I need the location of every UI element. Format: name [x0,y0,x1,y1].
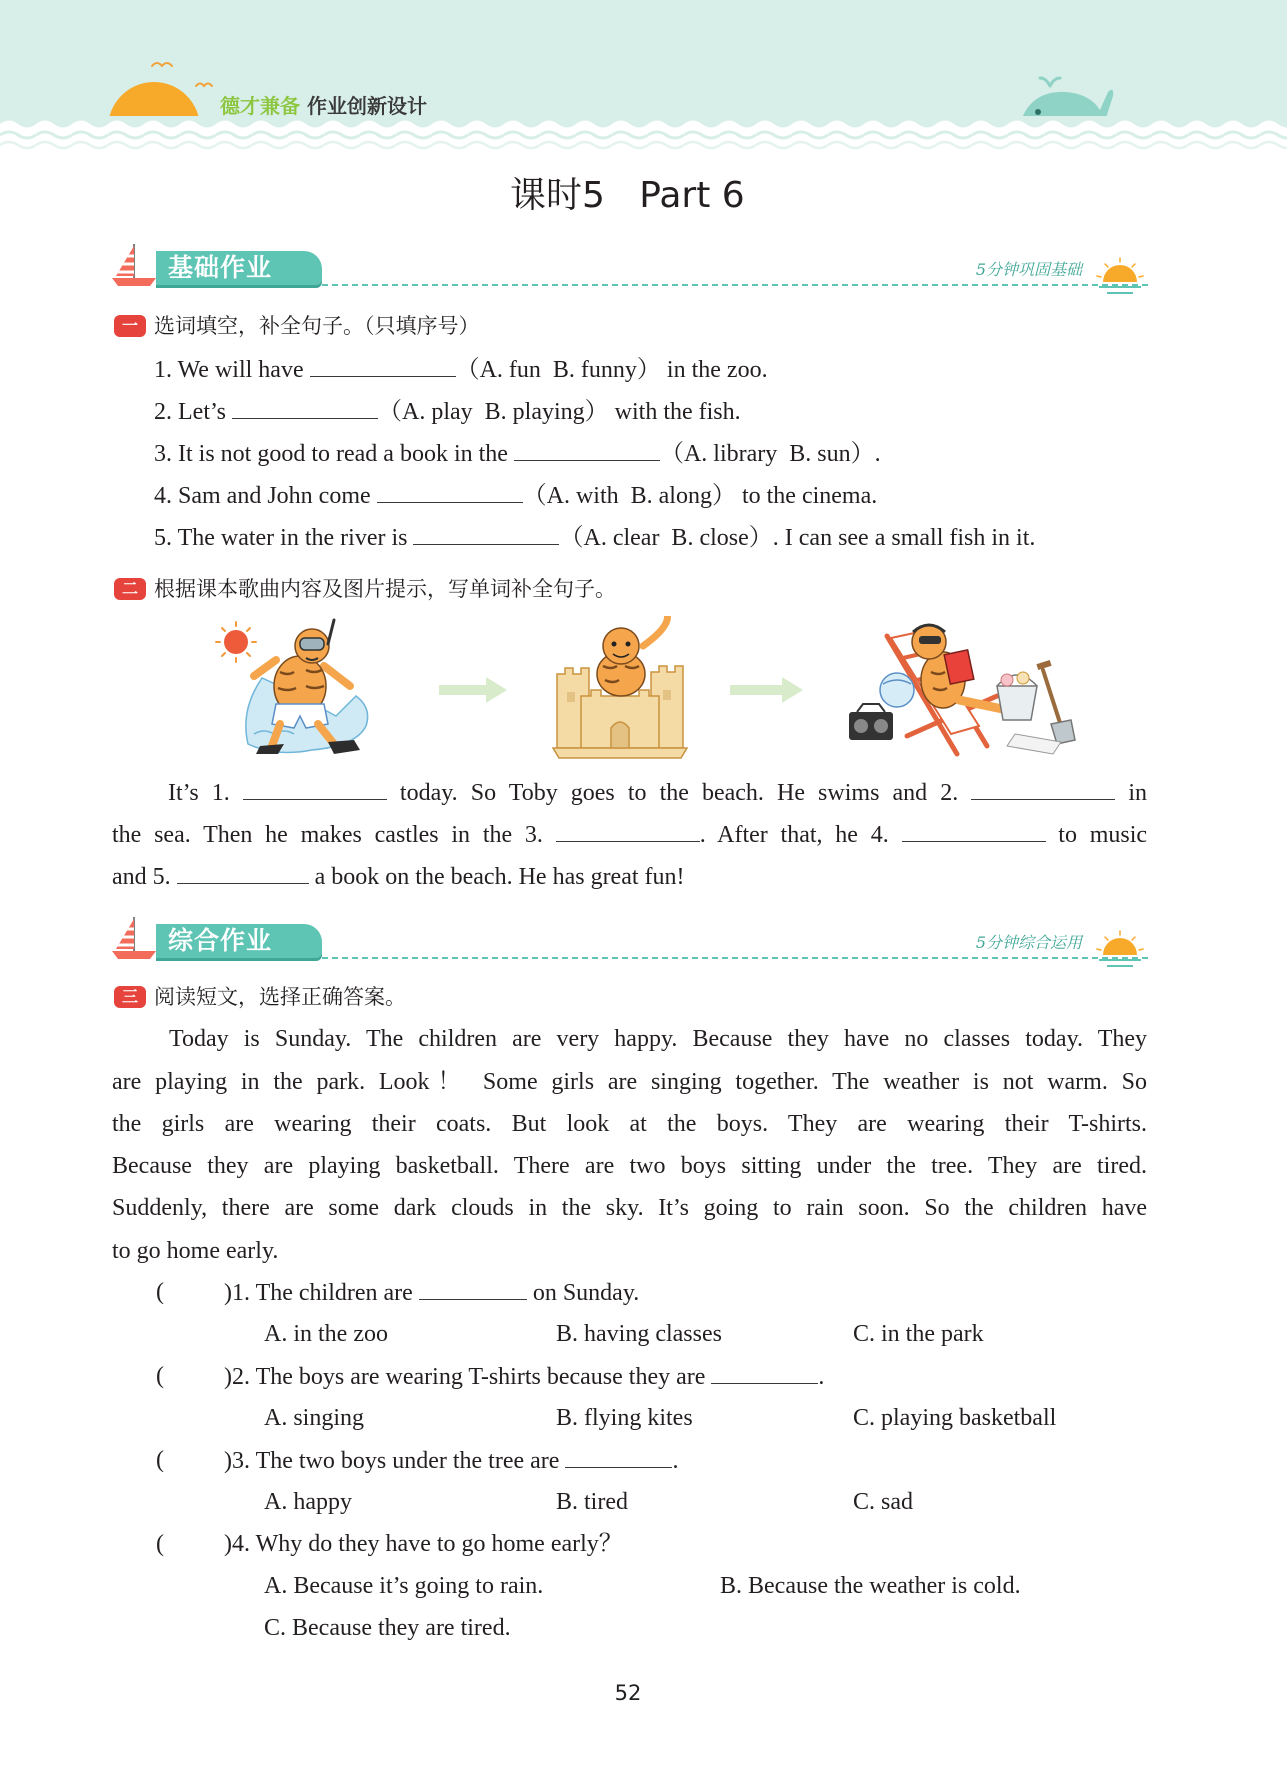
question-1 [224,1277,639,1308]
paragraph-text: a book on the beach. He has great fun! [314,864,685,890]
part-label: Part 6 [639,175,745,216]
item-options: （A. clear B. close） [559,525,773,551]
deckchair-tiger-illustration [847,616,1084,759]
question-stem: Why do they have to go home early？ [250,1531,623,1557]
fill-line-2 [112,819,1147,850]
item-text: . [874,441,881,467]
question-number: )1. [224,1280,250,1306]
question-stem: . [818,1364,825,1390]
brand-slogan [220,93,427,119]
item-text: 1. We will have [154,357,310,383]
question-2 [224,1361,824,1392]
paragraph-text: It’s 1. [168,780,230,806]
question-stem: The two boys under the tree are [250,1448,566,1474]
brand-highlight: 德才兼备 [220,94,300,118]
sun-icon [216,622,256,662]
question-stem: The children are [250,1280,419,1306]
time-tag-comprehensive: 5分钟综合运用 [975,933,1082,952]
answer-paren: ( [156,1363,164,1389]
tab-basic-label: 基础作业 [168,253,273,282]
ex1-item-5 [154,522,1035,553]
answer-blank [377,480,523,503]
brand-rest: 作业创新设计 [306,94,427,118]
section-divider [322,284,1148,286]
option-b: B. tired [556,1489,628,1515]
answer-blank [232,396,378,419]
question-stem: on Sunday. [526,1280,640,1306]
item-text: 2. Let’s [154,399,232,425]
item-text: . I can see a small fish in it. [772,525,1036,551]
sailboat-icon [110,915,158,963]
answer-paren: ( [156,1531,164,1557]
exercise-badge-2: 二 [114,578,146,600]
tab-basic-homework [156,251,322,285]
lesson-label: 课时5 [510,175,605,216]
radio-icon [849,704,893,740]
option-a: A. in the zoo [264,1321,388,1347]
section-divider [322,957,1148,959]
answer-paren: ( [156,1447,164,1473]
ex1-item-1 [154,354,768,385]
answer-blank [177,861,309,884]
question-number: )2. [224,1364,250,1390]
item-text: 5. The water in the river is [154,525,414,551]
question-stem: The boys are wearing T-shirts because they are [250,1364,712,1390]
item-options: （A. with B. along） [522,483,736,509]
question-4 [224,1529,623,1559]
option-a: A. happy [264,1489,352,1515]
tab-comprehensive-homework [156,924,322,958]
passage-line: Because they are playing basketball. There are two boys sitting under the tree. They are tired. [112,1153,1147,1179]
small-sun-icon [1093,254,1147,298]
passage-line: the girls are wearing their coats. But look at the boys. They are wearing their T-shirts. [112,1111,1147,1137]
passage-line: to go home early. [112,1238,279,1264]
answer-blank [711,1361,818,1384]
shovel-icon [1036,660,1075,744]
question-number: )4. [224,1531,250,1557]
passage-line: Today is Sunday. The children are very happy. Because they have no classes today. They [169,1026,1147,1052]
option-c: C. sad [853,1489,913,1515]
paragraph-text: to music [1058,822,1148,848]
page-number: 52 [614,1681,642,1705]
option-c: C. in the park [853,1321,984,1347]
exercise-3-instruction: 阅读短文，选择正确答案。 [154,985,406,1009]
question-number: )3. [224,1448,250,1474]
time-tag-basic: 5分钟巩固基础 [975,260,1082,279]
paragraph-text: today. So Toby goes to the beach. He swims and 2. [399,780,959,806]
option-b: B. Because the weather is cold. [720,1573,1021,1599]
answer-blank [310,354,456,377]
header-banner [0,0,1287,160]
passage-line: are playing in the park. Look！ Some girls are singing together. The weather is not warm. So [112,1069,1147,1095]
option-c: C. Because they are tired. [264,1615,511,1641]
option-a: A. Because it’s going to rain. [264,1573,544,1599]
swimming-tiger-illustration [214,616,400,759]
answer-blank [971,777,1115,800]
fill-line-3 [112,861,685,892]
beach-ball-icon [880,673,914,707]
sandcastle-illustration [551,616,690,759]
item-options: （A. play B. playing） [378,399,609,425]
item-options: （A. library B. sun） [659,441,875,467]
fill-line-1 [168,777,1147,808]
item-text: in the zoo. [660,357,768,383]
answer-blank [419,1277,527,1300]
option-b: B. having classes [556,1321,722,1347]
paragraph-text: in [1128,780,1148,806]
sailboat-icon [110,242,158,290]
item-text: to the cinema. [735,483,878,509]
item-text: 4. Sam and John come [154,483,377,509]
item-options: （A. fun B. funny） [455,357,661,383]
arrow-right-icon [439,676,508,704]
paragraph-text: and 5. [112,864,171,890]
tab-comprehensive-label: 综合作业 [168,926,273,955]
arrow-right-icon [730,676,804,704]
passage-line: Suddenly, there are some dark clouds in the sky. It’s going to rain soon. So the children have [112,1195,1147,1221]
paragraph-text: the sea. Then he makes castles in the 3. [112,822,543,848]
exercise-2-instruction: 根据课本歌曲内容及图片提示，写单词补全句子。 [154,577,616,601]
exercise-badge-3: 三 [114,986,146,1008]
small-sun-icon [1093,927,1147,971]
item-text: 3. It is not good to read a book in the [154,441,514,467]
answer-blank [514,438,660,461]
answer-blank [902,819,1046,842]
answer-paren: ( [156,1279,164,1305]
question-3 [224,1445,678,1476]
exercise-1-instruction: 选词填空，补全句子。（只填序号） [154,314,480,338]
exercise-badge-1: 一 [114,315,146,337]
ex1-item-4 [154,480,877,511]
answer-blank [243,777,387,800]
question-stem: . [672,1448,679,1474]
item-text: with the fish. [608,399,741,425]
paragraph-text: . After that, he 4. [699,822,889,848]
ex1-item-3 [154,438,881,469]
option-b: B. flying kites [556,1405,693,1431]
answer-blank [556,819,700,842]
answer-blank [413,522,559,545]
bucket-icon [997,672,1037,720]
page-title [510,174,745,218]
option-a: A. singing [264,1405,365,1431]
answer-blank [565,1445,672,1468]
option-c: C. playing basketball [853,1405,1057,1431]
ex1-item-2 [154,396,741,427]
